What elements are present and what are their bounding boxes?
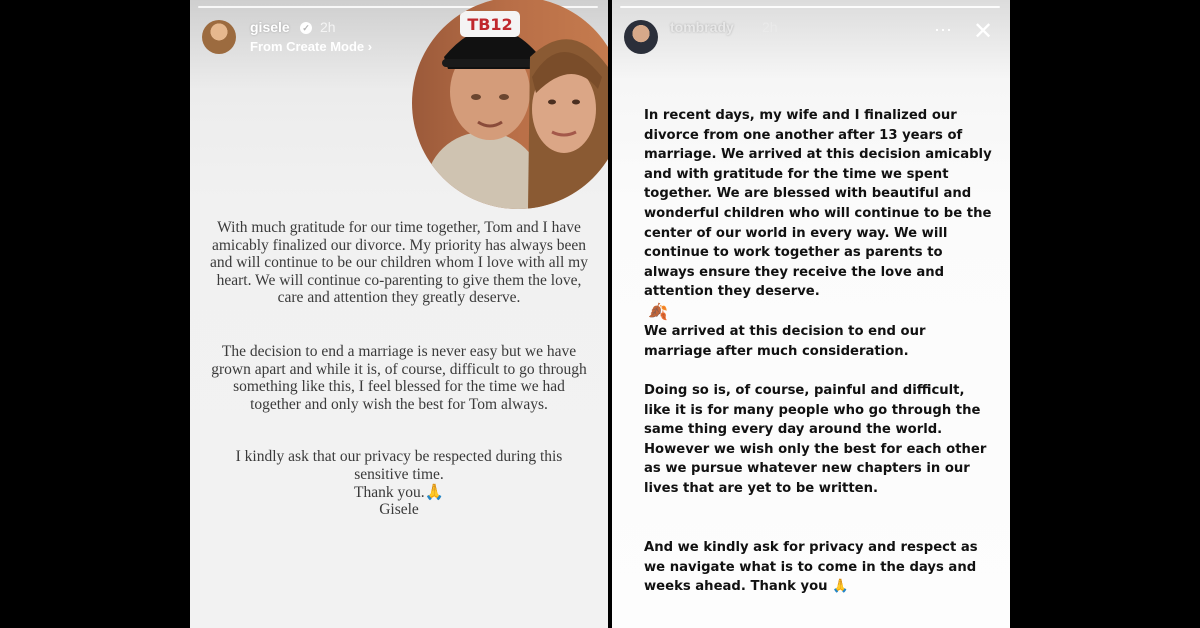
more-options-icon[interactable]: ⋯ — [934, 20, 953, 40]
story-text-signature: Gisele — [379, 501, 419, 518]
story-text-paragraph-1: In recent days, my wife and I finalized our divorce from one another after 13 years of marriage. We arrived at this decision amicably and with gratitude for the time we spent together. We are blessed with beautiful and wonderful children who will continue to be the center of our world in every way. We will continue to work together as parents to always ensure they receive the love and attention they deserve. — [644, 108, 992, 300]
story-text-paragraph-3: I kindly ask that our privacy be respected during this sensitive time. — [235, 448, 563, 483]
story-timestamp: 2h — [762, 19, 778, 35]
story-text-thank-you: Thank you.🙏 — [354, 484, 444, 501]
leaf-emoji: 🍂 — [648, 304, 668, 321]
story-text-paragraph-2: We arrived at this decision to end our marriage after much consideration. — [644, 324, 926, 359]
username-tombrady[interactable]: tombrady — [670, 19, 734, 35]
story-text-paragraph-2: The decision to end a marriage is never easy but we have grown apart and while it is, of course, difficult to go through something like this, I feel blessed for the time we had together and only wish the best for Tom always. — [211, 343, 587, 413]
story-gisele[interactable] — [190, 0, 608, 628]
story-text-paragraph-4: And we kindly ask for privacy and respect as we navigate what is to come in the days and weeks ahead. Thank you 🙏 — [644, 540, 978, 595]
story-progress-bar — [620, 6, 1000, 8]
create-mode-link[interactable]: From Create Mode › — [250, 39, 373, 54]
avatar-gisele[interactable] — [202, 20, 236, 54]
username-gisele[interactable]: gisele — [250, 19, 290, 35]
avatar-tombrady[interactable] — [624, 20, 658, 54]
couple-photo-sticker — [412, 0, 608, 209]
couple-photo-image — [412, 0, 608, 209]
story-text-paragraph-1: With much gratitude for our time together, Tom and I have amicably finalized our divorce. My priority has always been and will continue to be our children whom I love with all my heart. We will continue co-parenting to give them the love, care and attention they greatly deserve. — [210, 219, 588, 307]
story-timestamp: 2h — [320, 19, 336, 35]
story-tombrady[interactable] — [612, 0, 1010, 628]
story-text-paragraph-3: Doing so is, of course, painful and difficult, like it is for many people who go through the same thing every day around the world. However we wish only the best for each other as we pursue whatever new chapters in our lives that are yet to be written. — [644, 383, 987, 496]
close-icon[interactable]: ✕ — [973, 18, 994, 45]
cap-text: TB12 — [467, 15, 513, 34]
verified-badge-icon: ✓ — [300, 22, 312, 34]
